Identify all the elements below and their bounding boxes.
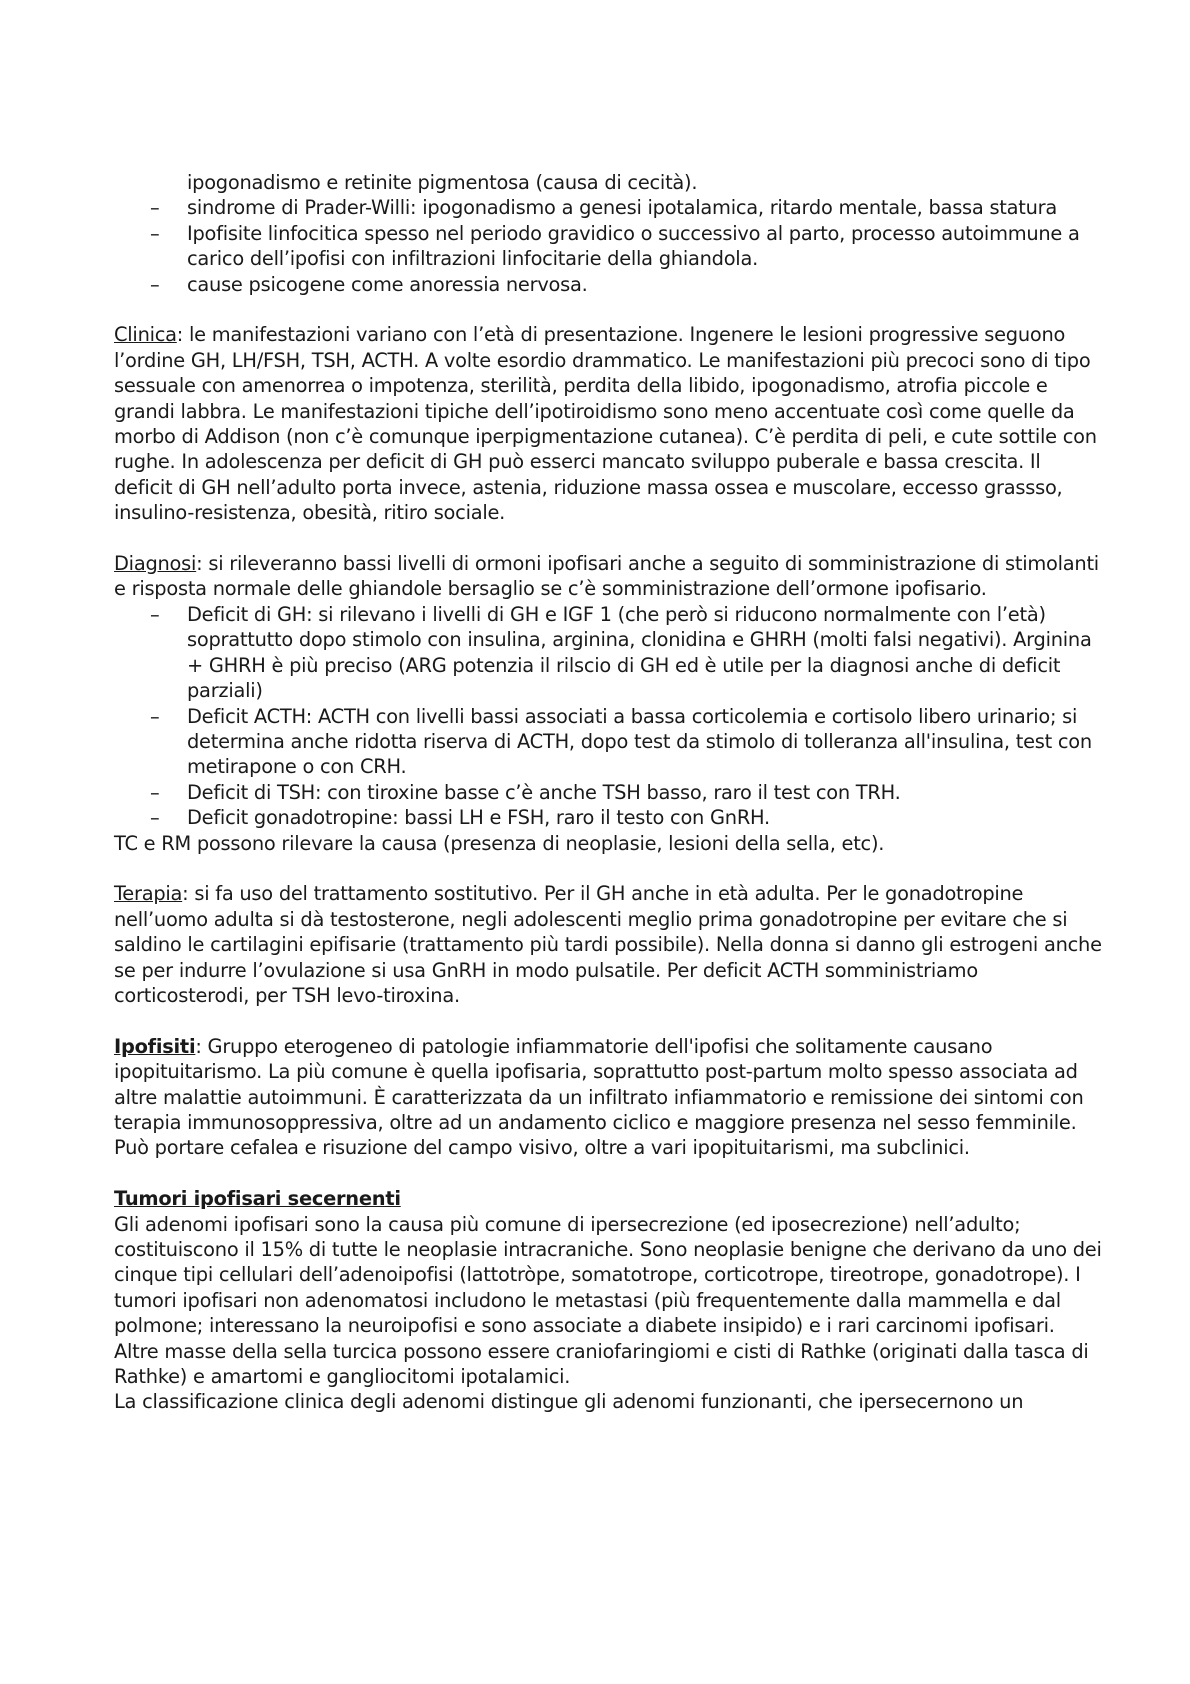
dash-bullet: – [150, 272, 160, 296]
diagnosi-paragraph: Diagnosi: si rileveranno bassi livelli di ormoni ipofisari anche a seguito di somministrazione di stimolanti e risposta normale delle ghiandole bersaglio se c’è somministrazione dell’ormone ipofisario. [114, 552, 1099, 601]
ipofisiti-paragraph: Ipofisiti: Gruppo eterogeneo di patologie infiammatorie dell'ipofisi che solitamente causano ipopituitarismo. La più comune è quella ipofisaria, soprattutto post-partum molto spesso associata ad altre malattie autoimmuni. È caratterizzata da un infiltrato infiammatorio e remissione dei sintomi con terapia immunosoppressiva, oltre ad un andamento ciclico e maggiore presenza nel sesso femminile. Può portare cefalea e risuzione del campo visivo, oltre a vari ipopituitarismi, ma subclinici. [114, 1034, 1084, 1160]
tumori-paragraph-2: La classificazione clinica degli adenomi distingue gli adenomi funzionanti, che ipersecernono un [114, 1390, 1024, 1414]
diagnosi-after: TC e RM possono rilevare la causa (presenza di neoplasie, lesioni della sella, etc). [114, 831, 885, 855]
page-content [114, 170, 1104, 1415]
list-item: – Deficit gonadotropine: bassi LH e FSH, raro il testo con GnRH. [150, 806, 770, 830]
dash-bullet: – [150, 704, 160, 728]
list-item: – Deficit ACTH: ACTH con livelli bassi associati a bassa corticolemia e cortisolo libero urinario; si determina anche ridotta riserva di ACTH, dopo test da stimolo di tolleranza all'insulina, test con metirapone o con CRH. [150, 704, 1092, 779]
diagnosi-heading: Diagnosi [114, 552, 197, 576]
dash-bullet: – [150, 806, 160, 830]
tumori-heading: Tumori ipofisari secernenti [114, 1187, 401, 1211]
tumori-paragraph: Gli adenomi ipofisari sono la causa più comune di ipersecrezione (ed iposecrezione) nell’adulto; costituiscono il 15% di tutte le neoplasie intracraniche. Sono neoplasie benigne che derivano da uno dei cinque tipi cellulari dell’adenoipofisi (lattotròpe, somatotrope, corticotrope, tireotrope, gonadotrope). I tumori ipofisari non adenomatosi includono le metastasi (più frequentemente dalla mammella e dal polmone; interessano la neuroipofisi e sono associate a diabete insipido) e i rari carcinomi ipofisari. Altre masse della sella turcica possono essere craniofaringiomi e cisti di Rathke (originati dalla tasca di Rathke) e amartomi e gangliocitomi ipotalamici. [114, 1212, 1102, 1389]
causes-list [114, 195, 1104, 297]
diagnosi-list [114, 602, 1104, 831]
dash-bullet: – [150, 196, 160, 220]
terapia-paragraph: Terapia: si fa uso del trattamento sostitutivo. Per il GH anche in età adulta. Per le gonadotropine nell’uomo adulta si dà testosterone, negli adolescenti meglio prima gonadotropine per evitare che si saldino le cartilagini epifisarie (trattamento più tardi possibile). Nella donna si danno gli estrogeni anche se per indurre l’ovulazione si usa GnRH in modo pulsatile. Per deficit ACTH somministriamo corticosterodi, per TSH levo-tiroxina. [114, 882, 1102, 1007]
list-item: – Deficit di TSH: con tiroxine basse c’è anche TSH basso, raro il test con TRH. [150, 780, 901, 804]
list-item: – Deficit di GH: si rilevano i livelli di GH e IGF 1 (che però si riducono normalmente con l’età) soprattutto dopo stimolo con insulina, arginina, clonidina e GHRH (molti falsi negativi). Arginina + GHRH è più preciso (ARG potenzia il rilscio di GH ed è utile per la diagnosi anche di deficit parziali) [150, 602, 1092, 703]
dash-bullet: – [150, 602, 160, 626]
list-continuation: ipogonadismo e retinite pigmentosa (causa di cecità). [187, 171, 698, 194]
dash-bullet: – [150, 780, 160, 804]
terapia-heading: Terapia [114, 882, 183, 906]
dash-bullet: – [150, 221, 160, 245]
clinica-paragraph: Clinica: le manifestazioni variano con l’età di presentazione. Ingenere le lesioni progressive seguono l’ordine GH, LH/FSH, TSH, ACTH. A volte esordio drammatico. Le manifestazioni più precoci sono di tipo sessuale con amenorrea o impotenza, sterilità, perdita della libido, ipogonadismo, atrofia piccole e grandi labbra. Le manifestazioni tipiche dell’ipotiroidismo sono meno accentuate così come quelle da morbo di Addison (non c’è comunque iperpigmentazione cutanea). C’è perdita di peli, e cute sottile con rughe. In adolescenza per deficit di GH può esserci mancato sviluppo puberale e bassa crescita. Il deficit di GH nell’adulto porta invece, astenia, riduzione massa ossea e muscolare, eccesso grassso, insulino-resistenza, obesità, ritiro sociale. [114, 323, 1097, 525]
list-item: – sindrome di Prader-Willi: ipogonadismo a genesi ipotalamica, ritardo mentale, bassa statura [150, 196, 1058, 220]
clinica-heading: Clinica [114, 323, 177, 347]
list-item: – Ipofisite linfocitica spesso nel periodo gravidico o successivo al parto, processo autoimmune a carico dell’ipofisi con infiltrazioni linfocitarie della ghiandola. [150, 221, 1080, 271]
ipofisiti-heading: Ipofisiti [114, 1034, 196, 1058]
list-item: – cause psicogene come anoressia nervosa. [150, 272, 588, 296]
